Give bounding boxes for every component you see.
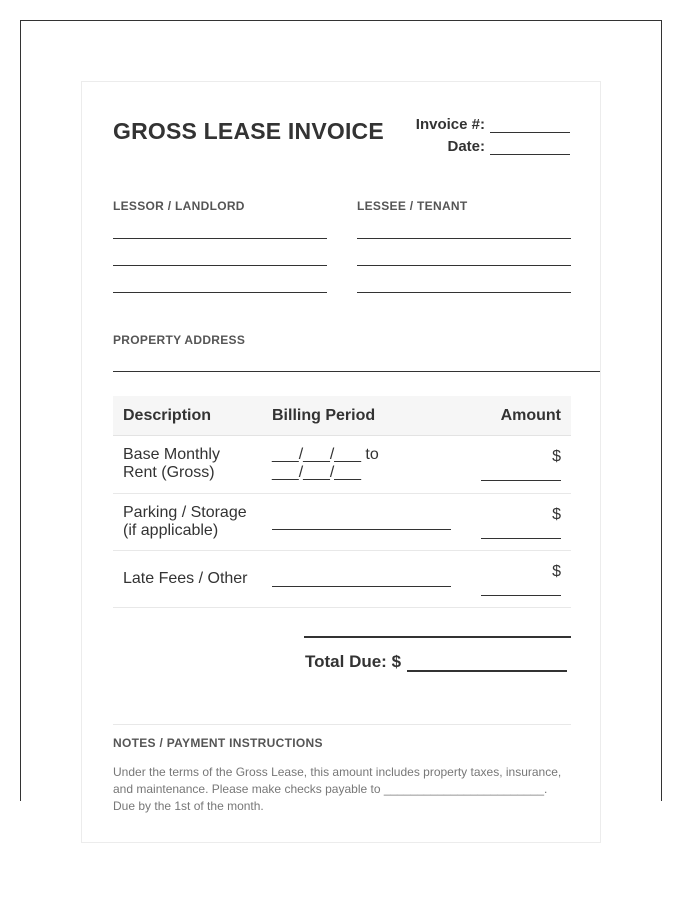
currency-symbol: $ — [552, 448, 561, 465]
table-header — [113, 396, 571, 436]
row-billing-period[interactable] — [272, 446, 379, 482]
notes-line: Due by the 1st of the month. — [113, 799, 264, 813]
currency-symbol: $ — [552, 563, 561, 580]
table-row — [113, 551, 571, 608]
total-due — [305, 652, 567, 672]
header-description: Description — [123, 407, 212, 424]
page-frame — [20, 20, 662, 813]
invoice-sheet — [81, 81, 601, 843]
notes-line: and maintenance. Please make checks payable to ________________________. — [113, 782, 548, 796]
invoice-date-line[interactable] — [490, 140, 570, 155]
row-description — [123, 504, 247, 540]
billing-period-line[interactable] — [272, 586, 451, 587]
total-divider — [304, 636, 571, 638]
row-description: Late Fees / Other — [123, 570, 248, 587]
header-amount: Amount — [500, 407, 561, 424]
row-description-line: Parking / Storage — [123, 504, 247, 521]
lessee-line-1[interactable] — [357, 238, 571, 239]
invoice-number-field — [416, 116, 570, 133]
lessor-line-2[interactable] — [113, 265, 327, 266]
total-due-line[interactable] — [407, 654, 567, 672]
header-billing-period: Billing Period — [272, 407, 376, 424]
notes-line: Under the terms of the Gross Lease, this amount includes property taxes, insurance, — [113, 765, 562, 779]
lessee-line-2[interactable] — [357, 265, 571, 266]
amount-line[interactable] — [481, 480, 561, 481]
lessee-line-3[interactable] — [357, 292, 571, 293]
notes-text — [113, 764, 573, 815]
period-start: ___/___/___ to — [272, 446, 379, 463]
row-description-line: (if applicable) — [123, 522, 219, 539]
notes-divider — [113, 724, 571, 725]
row-description-line: Base Monthly — [123, 446, 220, 463]
invoice-date-field — [447, 138, 570, 155]
charges-table — [113, 396, 571, 608]
row-description-line: Rent (Gross) — [123, 464, 215, 481]
period-end: ___/___/___ — [272, 464, 361, 481]
property-address-line[interactable] — [113, 371, 600, 372]
lessee-label: LESSEE / TENANT — [357, 199, 468, 213]
table-row — [113, 436, 571, 494]
table-row — [113, 494, 571, 551]
property-address-label: PROPERTY ADDRESS — [113, 333, 246, 347]
row-description — [123, 446, 220, 482]
amount-line[interactable] — [481, 538, 561, 539]
lessor-line-3[interactable] — [113, 292, 327, 293]
billing-period-line[interactable] — [272, 529, 451, 530]
invoice-number-label: Invoice #: — [415, 116, 485, 133]
currency-symbol: $ — [552, 506, 561, 523]
amount-line[interactable] — [481, 595, 561, 596]
lessor-line-1[interactable] — [113, 238, 327, 239]
invoice-date-label: Date: — [447, 138, 485, 155]
invoice-number-line[interactable] — [490, 118, 570, 133]
notes-label: NOTES / PAYMENT INSTRUCTIONS — [113, 736, 323, 750]
lessor-label: LESSOR / LANDLORD — [113, 199, 245, 213]
total-due-label: Total Due: $ — [305, 652, 402, 671]
invoice-title: GROSS LEASE INVOICE — [113, 118, 384, 144]
